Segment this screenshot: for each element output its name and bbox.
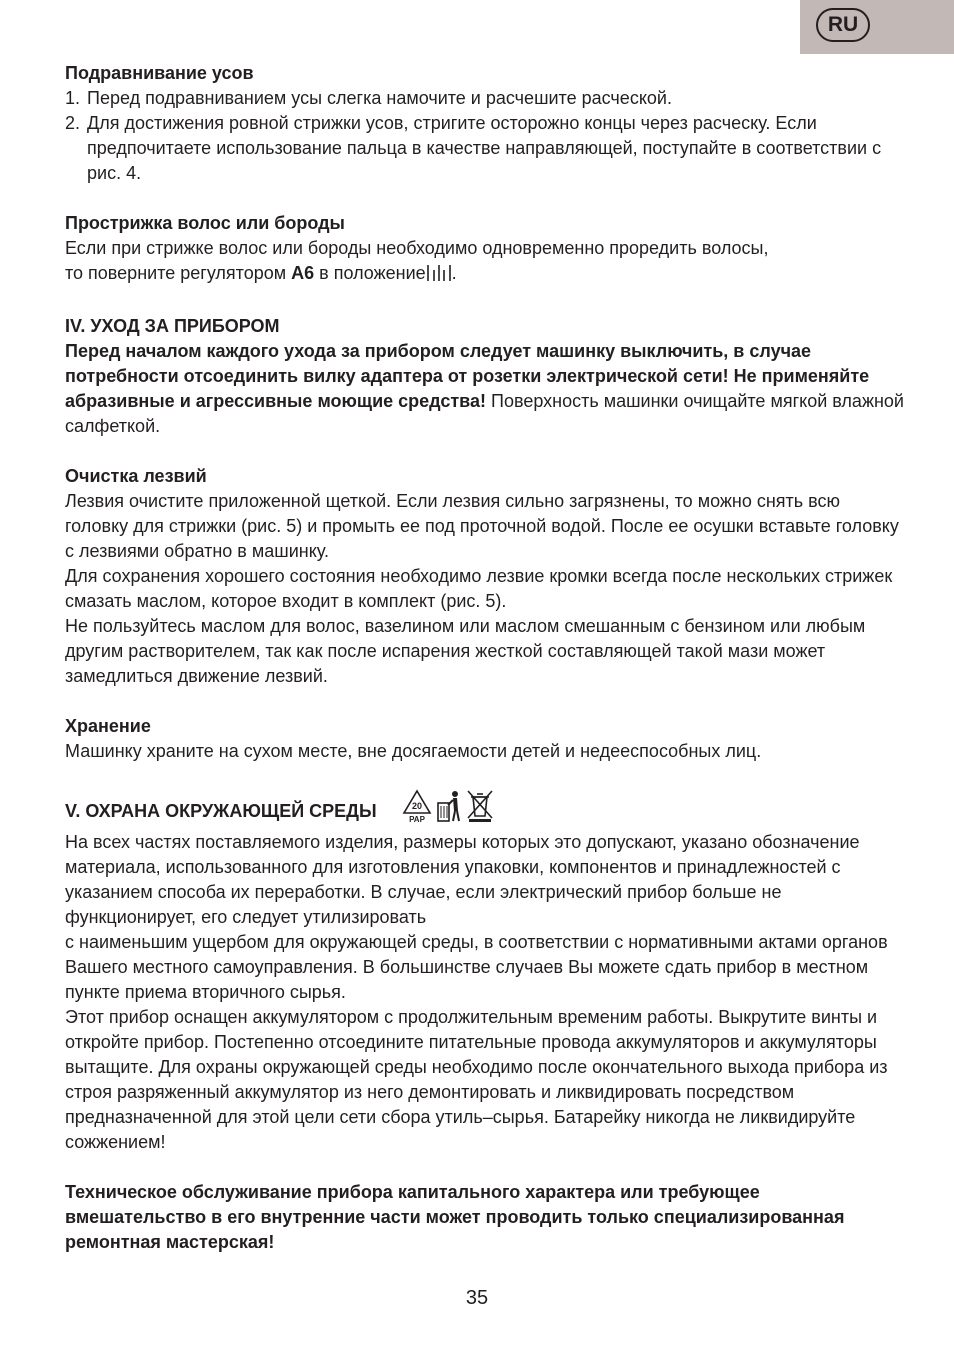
heading-blade-cleaning: Очистка лезвий bbox=[65, 466, 207, 486]
recycle-pap-icon bbox=[402, 789, 432, 830]
page-content bbox=[65, 61, 905, 1255]
heading-environment: V. ОХРАНА ОКРУЖАЮЩЕЙ СРЕДЫ bbox=[65, 801, 377, 821]
thinning-position-icon bbox=[426, 264, 452, 289]
blade-cleaning-p1: Лезвия очистите приложенной щеткой. Если лезвия сильно загрязнены, то можно снять всю головку для стрижки (рис. 5) и промыть ее под проточной водой. После ее осушки вставьте головку с лезвиями обратно в машинку. bbox=[65, 491, 899, 561]
language-badge: RU bbox=[816, 8, 870, 42]
heading-mustache-trim: Подравнивание усов bbox=[65, 63, 254, 83]
heading-care: IV. УХОД ЗА ПРИБОРОМ bbox=[65, 316, 280, 336]
svg-text:PAP: PAP bbox=[408, 815, 425, 823]
storage-text: Машинку храните на сухом месте, вне досягаемости детей и недееспособных лиц. bbox=[65, 741, 762, 761]
thinning-text: Если при стрижке волос или бороды необходимо одновременно проредить волосы, то поверните регулятором A6 в положение . bbox=[65, 236, 905, 289]
environment-p1b: с наименьшим ущербом для окружающей среды, в соответствии с нормативными актами органов Вашего местного самоуправления. В большинстве случаев Вы можете сдать прибор в местном пункте приема вторичного сырья. bbox=[65, 932, 888, 1002]
tidyman-bin-icon bbox=[436, 789, 462, 830]
list-item: 2. Для достижения ровной стрижки усов, стригите осторожно концы через расческу. Если предпочитаете использование пальца в качестве направляющей, поступайте в соответствии с рис. 4. bbox=[65, 113, 882, 183]
svg-text:20: 20 bbox=[411, 801, 422, 811]
mustache-steps-list bbox=[65, 86, 905, 186]
heading-storage: Хранение bbox=[65, 716, 151, 736]
page-number: 35 bbox=[465, 1287, 489, 1309]
environment-heading-row bbox=[65, 789, 905, 830]
language-tab bbox=[800, 0, 954, 54]
care-text: Перед началом каждого ухода за прибором следует машинку выключить, в случае потребности отсоединить вилку адаптера от розетки электрической сети! Не применяйте абразивные и агрессивные моющие средства! Поверхность машинки очищайте мягкой влажной салфеткой. bbox=[65, 341, 904, 436]
list-item: 1. Перед подравниванием усы слегка намочите и расчешите расческой. bbox=[65, 88, 672, 108]
crossed-bin-icon bbox=[466, 789, 494, 830]
environment-p2: Этот прибор оснащен аккумулятором с продолжительным временим работы. Выкрутите винты и откройте прибор. Постепенно отсоедините питательные провода аккумуляторов и аккумуляторы вытащите. Для охраны окружающей среды необходимо после окончательного выхода прибора из строя разряженный аккумулятор из него демонтировать и ликвидировать посредством предназначенной для этой цели сети сбора утиль–сырья. Батарейку никогда не ликвидируйте сожжением! bbox=[65, 1007, 888, 1152]
heading-thinning: Прострижка волос или бороды bbox=[65, 213, 345, 233]
environment-p1a: На всех частях поставляемого изделия, размеры которых это допускают, указано обозначение материала, использованного для изготовления упаковки, компонентов и принадлежностей с указанием способа их переработки. В случае, если электрический прибор больше не функционирует, его следует утилизировать bbox=[65, 832, 860, 927]
service-warning: Техническое обслуживание прибора капитального характера или требующее вмешательство в его внутренние части может проводить только специализированная ремонтная мастерская! bbox=[65, 1182, 845, 1252]
blade-cleaning-p3: Не пользуйтесь маслом для волос, вазелином или маслом смешанным с бензином или любым другим растворителем, так как после испарения жесткой составляющей такой мази может замедлиться движение лезвий. bbox=[65, 616, 866, 686]
blade-cleaning-p2: Для сохранения хорошего состояния необходимо лезвие кромки всегда после нескольких стрижек смазать маслом, которое входит в комплект (рис. 5). bbox=[65, 566, 893, 611]
environment-icons bbox=[402, 789, 494, 830]
